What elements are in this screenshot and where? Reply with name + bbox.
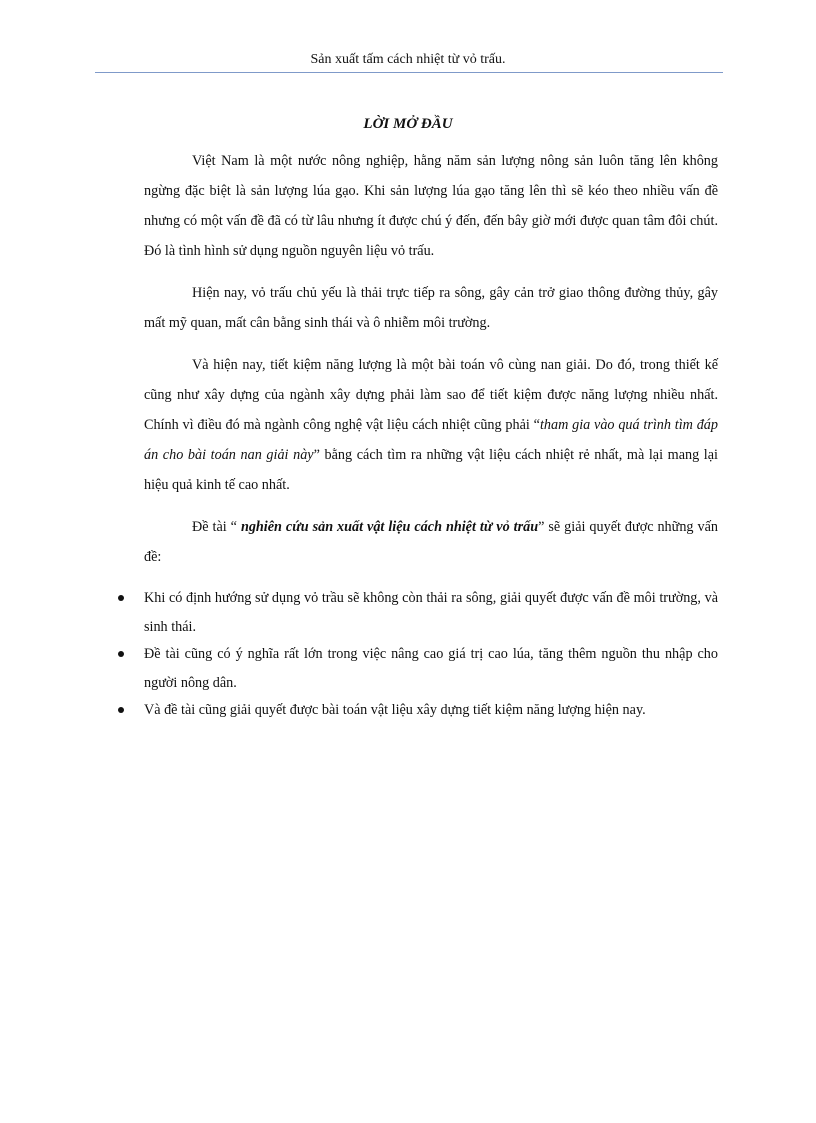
paragraph-intro: Việt Nam là một nước nông nghiệp, hằng năm sản lượng nông sản luôn tăng lên không ngừng đặc biệt là sản lượng lúa gạo. Khi sản lượng lúa gạo tăng lên thì sẽ kéo theo nhiều vấn đề nhưng có một vấn đề đã có từ lâu nhưng ít được chú ý đến, đến bây giờ mới được quan tâm đôi chút. Đó là tình hình sử dụng nguồn nguyên liệu vỏ trấu. — [144, 153, 718, 259]
topic-title: nghiên cứu sản xuất vật liệu cách nhiệt từ vỏ trấu — [240, 519, 539, 535]
paragraph-text: Và hiện nay, tiết kiệm năng lượng là một bài toán vô cùng nan giải. Do đó, trong thiết kế cũng như xây dựng của ngành xây dựng phải làm sao để tiết kiệm được năng lượng nhiều nhất. Chính vì điều đó mà ngành công nghệ vật liệu cách nhiệt cũng phải “ — [144, 357, 718, 433]
paragraph-current-state: Hiện nay, vỏ trấu chủ yếu là thải trực tiếp ra sông, gây cản trở giao thông đường thủy, gây mất mỹ quan, mất cân bằng sinh thái và ô nhiễm môi trường. — [144, 285, 718, 331]
document-title: LỜI MỞ ĐẦU — [363, 116, 453, 132]
list-item-text: Đề tài cũng có ý nghĩa rất lớn trong việc nâng cao giá trị cao lúa, tăng thêm nguồn thu nhập cho người nông dân. — [144, 646, 718, 691]
bullet-icon — [118, 651, 124, 657]
list-item-text: Và đề tài cũng giải quyết được bài toán vật liệu xây dựng tiết kiệm năng lượng hiện nay. — [144, 702, 646, 718]
header-divider — [95, 72, 723, 73]
paragraph-energy-saving — [144, 350, 718, 500]
list-item-text: Khi có định hướng sử dụng vỏ trầu sẽ không còn thải ra sông, giải quyết được vấn đề môi trường, và sinh thái. — [144, 590, 718, 635]
page-header: Sản xuất tấm cách nhiệt từ vỏ trấu. — [310, 52, 506, 67]
bullet-icon — [118, 707, 124, 713]
paragraph-text: ” bằng cách tìm ra những vật liệu cách nhiệt rẻ nhất, mà lại mang lại hiệu quả kinh tế cao nhất. — [144, 447, 718, 493]
paragraph-text: Đề tài “ — [192, 519, 241, 535]
italic-quote: tham gia vào quá trình tìm đáp án cho bài toán nan giải này — [144, 417, 718, 463]
list-item — [144, 696, 718, 725]
issues-list — [144, 584, 718, 725]
document-body — [144, 146, 718, 723]
list-item — [144, 640, 718, 698]
bullet-icon — [118, 595, 124, 601]
list-item — [144, 584, 718, 642]
paragraph-text: ” sẽ giải quyết được những vấn đề: — [144, 519, 718, 565]
paragraph-topic — [144, 512, 718, 572]
